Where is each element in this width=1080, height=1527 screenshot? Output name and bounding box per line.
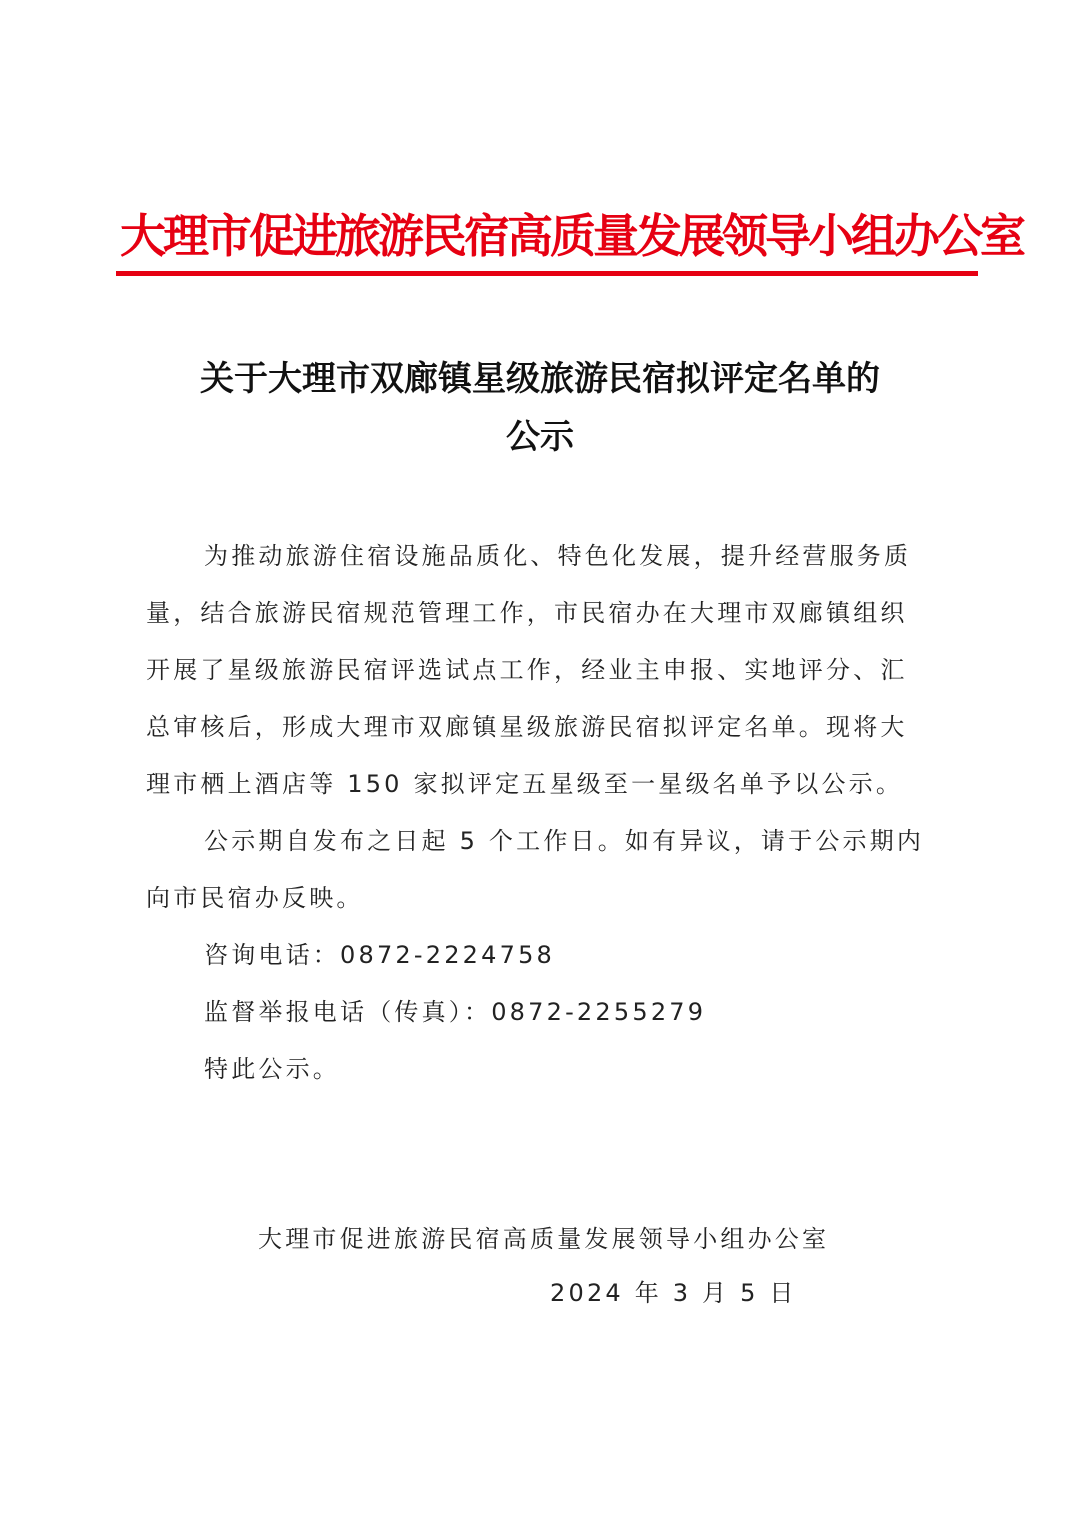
paragraph-1-line-5: 理市栖上酒店等 150 家拟评定五星级至一星级名单予以公示。 [146,770,904,798]
paragraph-2-line-2: 向市民宿办反映。 [146,884,364,912]
signature-date: 2024 年 3 月 5 日 [550,1279,797,1307]
masthead-red-rule [116,271,978,276]
paragraph-1-line-4: 总审核后，形成大理市双廊镇星级旅游民宿拟评定名单。现将大 [146,713,908,741]
document-body [146,528,946,1098]
masthead-org-name: 大理市促进旅游民宿高质量发展领导小组办公室 [120,209,1023,263]
closing-statement: 特此公示。 [204,1055,340,1083]
consult-phone: 咨询电话：0872-2224758 [204,941,556,969]
paragraph-1-line-3: 开展了星级旅游民宿评选试点工作，经业主申报、实地评分、汇 [146,656,908,684]
report-phone: 监督举报电话（传真）：0872-2255279 [204,998,707,1026]
title-line-2: 公示 [506,417,574,457]
title-line-1: 关于大理市双廊镇星级旅游民宿拟评定名单的 [200,359,880,399]
document-title [120,350,960,466]
paragraph-1-line-1: 为推动旅游住宿设施品质化、特色化发展，提升经营服务质 [204,542,912,570]
signature-org: 大理市促进旅游民宿高质量发展领导小组办公室 [258,1225,830,1253]
paragraph-1-line-2: 量，结合旅游民宿规范管理工作，市民宿办在大理市双廊镇组织 [146,599,908,627]
paragraph-2-line-1: 公示期自发布之日起 5 个工作日。如有异议，请于公示期内 [204,827,925,855]
